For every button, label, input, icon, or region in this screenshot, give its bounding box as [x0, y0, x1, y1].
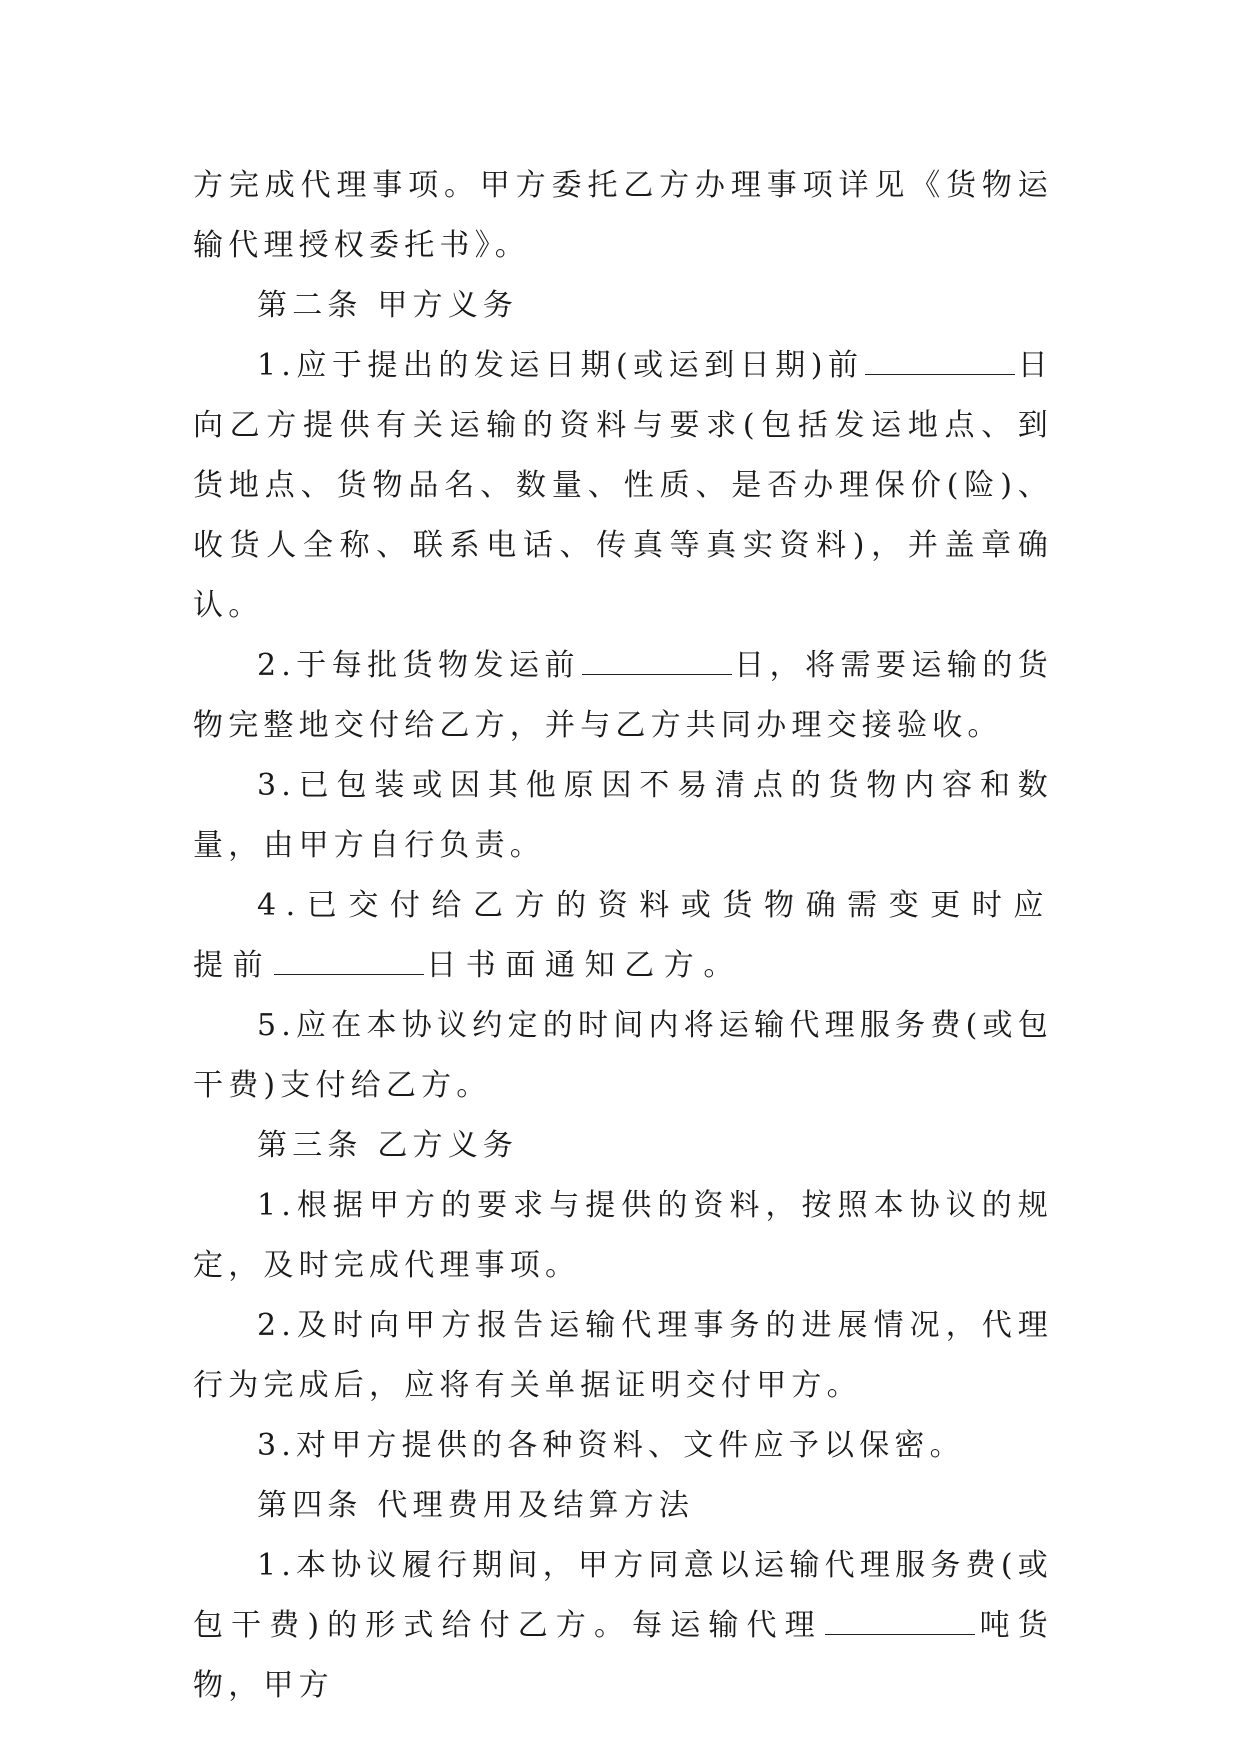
paragraph-text: 日，将需要运输的货物完整地交付给乙方，并与乙方共同办理交接验收。	[193, 648, 1053, 743]
paragraph-text: 吨货物，甲方	[193, 1608, 1053, 1703]
paragraph	[193, 636, 1053, 756]
paragraph	[193, 156, 1053, 276]
paragraph	[193, 756, 1053, 876]
paragraph	[193, 1416, 1053, 1476]
fill-in-blank	[825, 1612, 975, 1635]
section-heading-text: 第二条 甲方义务	[257, 288, 519, 323]
paragraph	[193, 1296, 1053, 1416]
paragraph-text: 4.已交付给乙方的资料或货物确需变更时应提前	[193, 888, 1053, 983]
paragraph-text: 3.已包装或因其他原因不易清点的货物内容和数量，由甲方自行负责。	[193, 768, 1053, 863]
paragraph-text: 日书面通知乙方。	[426, 948, 744, 983]
paragraph-text: 3.对甲方提供的各种资料、文件应予以保密。	[257, 1428, 965, 1463]
paragraph	[193, 1536, 1053, 1716]
paragraph-text: 2.及时向甲方报告运输代理事务的进展情况，代理行为完成后，应将有关单据证明交付甲方。	[193, 1308, 1053, 1403]
fill-in-blank	[274, 952, 424, 975]
paragraph-text: 1.根据甲方的要求与提供的资料，按照本协议的规定，及时完成代理事项。	[193, 1188, 1053, 1283]
fill-in-blank	[582, 652, 732, 675]
paragraph	[193, 996, 1053, 1116]
section-heading	[193, 1476, 1053, 1536]
paragraph-text: 方完成代理事项。甲方委托乙方办理事项详见《货物运输代理授权委托书》。	[193, 168, 1053, 263]
paragraph-text: 2.于每批货物发运前	[257, 648, 580, 683]
paragraph-text: 1.应于提出的发运日期(或运到日期)前	[257, 348, 864, 383]
paragraph-text: 5.应在本协议约定的时间内将运输代理服务费(或包干费)支付给乙方。	[193, 1008, 1053, 1103]
section-heading-text: 第三条 乙方义务	[257, 1128, 519, 1163]
paragraph-text: 日向乙方提供有关运输的资料与要求(包括发运地点、到货地点、货物品名、数量、性质、是否办理保价(险)、收货人全称、联系电话、传真等真实资料)，并盖章确认。	[193, 348, 1053, 623]
paragraph	[193, 876, 1053, 996]
document-page	[193, 156, 1053, 1716]
paragraph	[193, 336, 1053, 636]
fill-in-blank	[865, 352, 1015, 375]
section-heading-text: 第四条 代理费用及结算方法	[257, 1488, 695, 1523]
section-heading	[193, 276, 1053, 336]
paragraph-text: 1.本协议履行期间，甲方同意以运输代理服务费(或包干费)的形式给付乙方。每运输代理	[193, 1548, 1053, 1643]
section-heading	[193, 1116, 1053, 1176]
paragraph	[193, 1176, 1053, 1296]
